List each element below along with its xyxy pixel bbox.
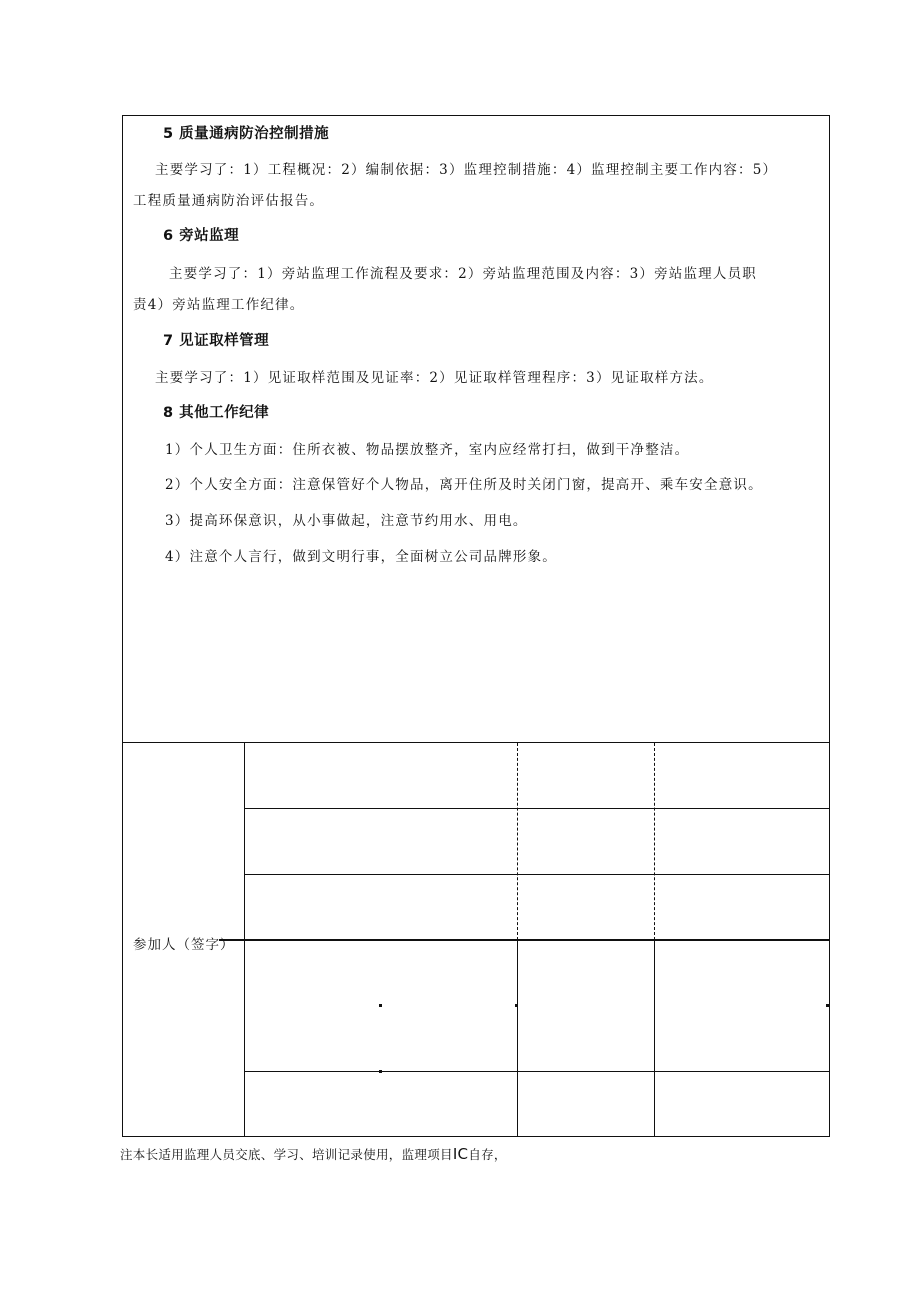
section-5-heading: 5 质量通病防治控制措施	[163, 126, 330, 142]
footnote-text-end: 自存，	[468, 1147, 507, 1162]
section-7-line-1: 主要学习了：1）见证取样范围及见证率：2）见证取样管理程序：3）见证取样方法。	[155, 370, 714, 386]
section-8-line-4: 4）注意个人言行，做到文明行事，全面树立公司品牌形象。	[165, 549, 557, 565]
section-5-line-2: 工程质量通病防治评估报告。	[133, 193, 325, 209]
signature-cell[interactable]	[379, 1070, 382, 1073]
signature-row-line	[219, 939, 829, 941]
section-6-line-1: 主要学习了：1）旁站监理工作流程及要求：2）旁站监理范围及内容：3）旁站监理人员职	[169, 266, 757, 282]
section-7-heading: 7 见证取样管理	[163, 333, 270, 349]
section-8-line-1: 1）个人卫生方面：住所衣被、物品摆放整齐，室内应经常打扫，做到干净整洁。	[165, 442, 690, 458]
signature-column-divider	[654, 940, 655, 1137]
signature-row-line	[244, 1071, 829, 1072]
signature-cell[interactable]	[826, 1004, 829, 1007]
section-8-heading: 8 其他工作纪律	[163, 405, 270, 421]
signature-column-divider	[517, 940, 518, 1137]
signature-table	[123, 742, 829, 1137]
signature-column-divider	[654, 743, 655, 940]
footnote	[120, 1145, 507, 1163]
section-6-line-2: 责4）旁站监理工作纪律。	[133, 297, 305, 313]
signature-cell[interactable]	[515, 1004, 518, 1007]
signature-cell[interactable]	[379, 1004, 382, 1007]
section-6-heading: 6 旁站监理	[163, 228, 240, 244]
section-8-line-2: 2）个人安全方面：注意保管好个人物品，离开住所及时关闭门窗，提高开、乘车安全意识。	[165, 477, 763, 493]
section-8-line-3: 3）提高环保意识，从小事做起，注意节约用水、用电。	[165, 513, 528, 529]
footnote-text: 注本长适用监理人员交底、学习、培训记录使用，监理项目	[120, 1147, 453, 1162]
section-5-line-1: 主要学习了：1）工程概况：2）编制依据：3）监理控制措施：4）监理控制主要工作内容：5）	[155, 162, 778, 178]
signature-label: 参加人（签字）	[133, 937, 235, 953]
footnote-ic: IC	[452, 1145, 469, 1163]
study-content	[123, 116, 829, 742]
signature-row-line	[244, 808, 829, 809]
signature-column-divider	[517, 743, 518, 940]
signature-row-line	[244, 874, 829, 875]
record-form	[122, 115, 830, 1137]
